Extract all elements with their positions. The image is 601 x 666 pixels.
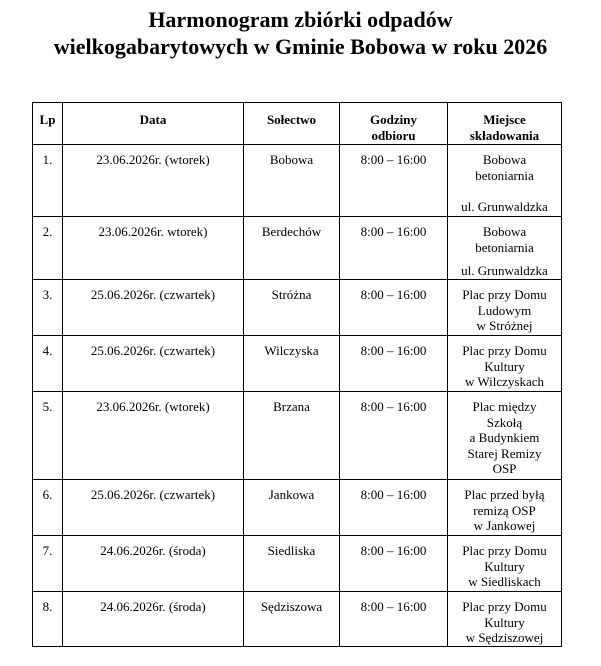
cell-hours: 8:00 – 16:00 (340, 280, 448, 336)
cell-lp: 5. (33, 392, 63, 480)
cell-location: Plac przy Domu Ludowym w Stróżnej (448, 280, 562, 336)
cell-village: Brzana (244, 392, 340, 480)
table-row (33, 280, 562, 336)
cell-location: Plac między Szkołą a Budynkiem Starej Remizy OSP (448, 392, 562, 480)
cell-village: Sędziszowa (244, 592, 340, 647)
cell-hours: 8:00 – 16:00 (340, 217, 448, 280)
cell-lp: 7. (33, 536, 63, 592)
cell-lp: 3. (33, 280, 63, 336)
cell-hours: 8:00 – 16:00 (340, 592, 448, 647)
table-row (33, 480, 562, 536)
cell-hours: 8:00 – 16:00 (340, 536, 448, 592)
cell-date: 25.06.2026r. (czwartek) (63, 480, 244, 536)
cell-lp: 1. (33, 145, 63, 217)
location-street: ul. Grunwaldzka (461, 198, 548, 214)
table-row (33, 336, 562, 392)
cell-date: 24.06.2026r. (środa) (63, 592, 244, 647)
table-row (33, 392, 562, 480)
header-location: Miejsce składowania (448, 103, 562, 145)
collection-schedule-table (32, 102, 562, 647)
cell-date: 25.06.2026r. (czwartek) (63, 336, 244, 392)
cell-village: Jankowa (244, 480, 340, 536)
header-lp: Lp (33, 103, 63, 145)
table-row (33, 592, 562, 647)
cell-hours: 8:00 – 16:00 (340, 392, 448, 480)
cell-village: Stróżna (244, 280, 340, 336)
cell-date: 24.06.2026r. (środa) (63, 536, 244, 592)
cell-location: Plac przed byłą remizą OSP w Jankowej (448, 480, 562, 536)
cell-hours: 8:00 – 16:00 (340, 336, 448, 392)
location-street: ul. Grunwaldzka (461, 263, 548, 278)
cell-hours: 8:00 – 16:00 (340, 480, 448, 536)
table-row (33, 217, 562, 280)
cell-location: Plac przy Domu Kultury w Sędziszowej (448, 592, 562, 647)
cell-date: 23.06.2026r. wtorek) (63, 217, 244, 280)
location-main: Bobowa betoniarnia (475, 224, 534, 255)
cell-village: Bobowa (244, 145, 340, 217)
cell-village: Berdechów (244, 217, 340, 280)
title-line-1: Harmonogram zbiórki odpadów (148, 7, 453, 32)
header-village: Sołectwo (244, 103, 340, 145)
cell-lp: 8. (33, 592, 63, 647)
table-row (33, 145, 562, 217)
cell-location (448, 217, 562, 280)
cell-lp: 4. (33, 336, 63, 392)
header-hours: Godziny odbioru (340, 103, 448, 145)
header-date: Data (63, 103, 244, 145)
cell-village: Siedliska (244, 536, 340, 592)
cell-location: Plac przy Domu Kultury w Wilczyskach (448, 336, 562, 392)
table-header-row (33, 103, 562, 145)
cell-village: Wilczyska (244, 336, 340, 392)
cell-hours: 8:00 – 16:00 (340, 145, 448, 217)
page-title (0, 6, 601, 60)
cell-location: Plac przy Domu Kultury w Siedliskach (448, 536, 562, 592)
cell-date: 23.06.2026r. (wtorek) (63, 392, 244, 480)
cell-lp: 6. (33, 480, 63, 536)
location-main: Bobowa betoniarnia (475, 152, 534, 183)
cell-date: 23.06.2026r. (wtorek) (63, 145, 244, 217)
table-row (33, 536, 562, 592)
cell-location (448, 145, 562, 217)
cell-lp: 2. (33, 217, 63, 280)
cell-date: 25.06.2026r. (czwartek) (63, 280, 244, 336)
title-line-2: wielkogabarytowych w Gminie Bobowa w roku 2026 (53, 34, 548, 59)
